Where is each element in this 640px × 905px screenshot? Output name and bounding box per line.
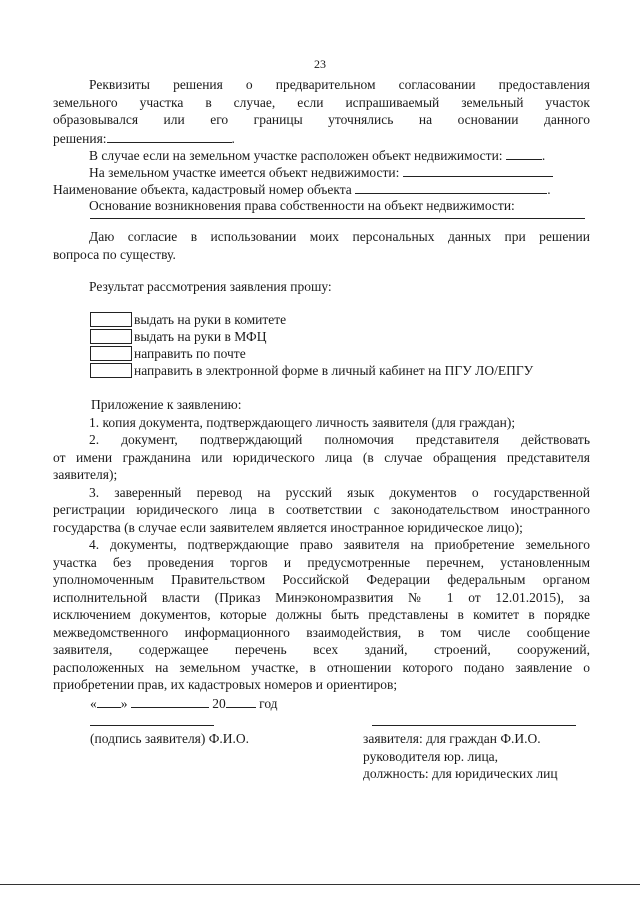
page-bottom-edge [0, 884, 640, 885]
result-request-label: Результат рассмотрения заявления прошу: [89, 279, 332, 294]
attachment-item-4-line: расположенных на земельном участке, в отношении которого подано заявление о [53, 659, 590, 675]
checkbox[interactable] [90, 346, 132, 361]
delivery-option-label: выдать на руки в МФЦ [134, 328, 267, 344]
attachments-section [53, 396, 590, 694]
ownership-basis-field[interactable] [90, 218, 585, 219]
decision-requisites-last-line: решения: . [53, 130, 235, 146]
ownership-basis-label: Основание возникновения права собственности на объект недвижимости: [89, 198, 515, 213]
decision-requisites-line: земельного участка в случае, если испрашиваемый земельный участок [53, 94, 590, 110]
delivery-option[interactable] [90, 345, 246, 362]
property-located-label: В случае если на земельном участке расположен объект недвижимости: [89, 148, 503, 163]
ownership-basis-line [53, 197, 590, 215]
checkbox[interactable] [90, 329, 132, 344]
result-request [53, 278, 590, 296]
applicant-caption-line: должность: для юридических лиц [363, 766, 558, 781]
property-exists-field[interactable] [403, 163, 553, 177]
day-field[interactable] [97, 694, 121, 708]
property-located-line: В случае если на земельном участке расположен объект недвижимости: . [53, 146, 590, 165]
consent-line: вопроса по существу. [53, 246, 176, 262]
attachment-item-3-line: регистрации юридического лица в соответствии с законодательством иностранного [53, 502, 590, 517]
date-line [90, 694, 278, 713]
decision-requisites-paragraph [53, 76, 590, 147]
year-suffix: год [259, 696, 278, 711]
delivery-option-label: направить по почте [134, 345, 246, 361]
attachment-item-4-line: 4. документы, подтверждающие право заявителя на приобретение земельного [89, 537, 590, 552]
delivery-option-label: направить в электронной форме в личный кабинет на ПГУ ЛО/ЕПГУ [134, 362, 534, 378]
delivery-option[interactable] [90, 328, 266, 345]
attachment-item-2-line: от имени гражданина или юридического лица (в случае обращения представителя [53, 449, 590, 465]
applicant-caption [363, 730, 558, 783]
property-located-field[interactable] [506, 146, 542, 160]
attachment-item-1: 1. копия документа, подтверждающего личность заявителя (для граждан); [89, 414, 516, 430]
decision-requisites-line: образовывался или его границы уточнялись на основании данного [53, 112, 590, 127]
date-close-quote: » [120, 696, 128, 711]
attachments-heading: Приложение к заявлению: [91, 397, 242, 412]
signature-caption: (подпись заявителя) Ф.И.О. [90, 731, 250, 746]
decision-requisites-field[interactable] [107, 129, 232, 143]
applicant-name-field[interactable] [372, 725, 576, 726]
attachment-item-2-line: 2. документ, подтверждающий полномочия представителя действовать [89, 432, 590, 447]
page-number: 23 [314, 57, 326, 71]
date-open-quote: « [90, 696, 97, 711]
property-exists-line [53, 163, 590, 182]
property-exists-label: На земельном участке имеется объект недвижимости: [89, 165, 400, 180]
applicant-caption-line: руководителя юр. лица, [363, 748, 499, 764]
checkbox[interactable] [90, 363, 132, 378]
delivery-option-label: выдать на руки в комитете [134, 311, 287, 327]
signature-field[interactable] [90, 725, 214, 726]
month-field[interactable] [131, 694, 209, 708]
attachment-item-4-line: межведомственного информационного взаимодействия, в том числе сообщение [53, 624, 590, 640]
consent-line: Даю согласие в использовании моих персональных данных при решении [89, 229, 590, 244]
checkbox[interactable] [90, 312, 132, 327]
applicant-caption-line: заявителя: для граждан Ф.И.О. [363, 731, 541, 746]
delivery-option[interactable] [90, 362, 533, 379]
year-field[interactable] [226, 694, 256, 708]
attachment-item-3-line: 3. заверенный перевод на русский язык документов о государственной [89, 484, 590, 500]
attachment-item-4-line: участка без проведения торгов и предусмотренные перечнем, установленным [53, 554, 590, 570]
object-name-field[interactable] [355, 180, 547, 194]
decision-requisites-label: решения: [53, 130, 107, 146]
attachment-item-4-line: исключением документов, которые должны быть представлены в комитет в порядке [53, 607, 590, 622]
delivery-option[interactable] [90, 311, 286, 328]
attachment-item-4-line: заявителя, содержащее перечень всех зданий, строений, сооружений, [53, 642, 590, 657]
consent-paragraph [53, 228, 590, 263]
attachment-item-2-line: заявителя); [53, 467, 118, 482]
attachment-item-4-line: уполномоченным Правительством Российской Федерации федеральным органом [53, 572, 590, 587]
decision-requisites-line: Реквизиты решения о предварительном согласовании предоставления [89, 77, 590, 92]
year-prefix: 20 [212, 696, 226, 711]
attachment-item-4-line: исполнительной власти (Приказ Минэкономразвития № 1 от 12.01.2015), за [53, 589, 590, 605]
attachment-item-3-line: государства (в случае если заявителем является иностранное юридическое лицо); [53, 519, 523, 535]
object-name-label: Наименование объекта, кадастровый номер объекта [53, 182, 352, 197]
object-name-line: Наименование объекта, кадастровый номер объекта . [53, 182, 551, 197]
attachment-item-4-line: приобретении прав, их кадастровых номеров и ориентиров; [53, 677, 398, 692]
